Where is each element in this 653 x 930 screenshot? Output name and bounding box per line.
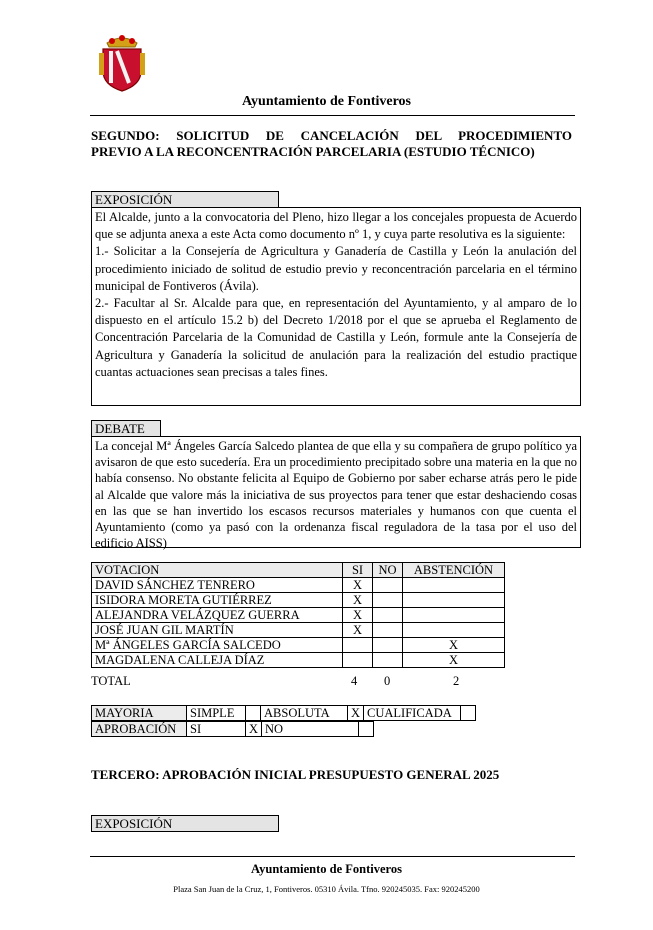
voting-header-name: VOTACION	[92, 563, 343, 578]
vote-name: Mª ÁNGELES GARCÍA SALCEDO	[92, 638, 343, 653]
exposicion-paragraph-2: 1.- Solicitar a la Consejería de Agricultura y Ganadería de Castilla y León la anulación del procedimiento iniciado de solitud de estudio previo y reconcentración parcelaria en el término municipal de Fontiveros (Ávila).	[95, 244, 577, 293]
voting-header-row	[92, 563, 505, 578]
vote-name: JOSÉ JUAN GIL MARTÍN	[92, 623, 343, 638]
aprobacion-table	[91, 721, 374, 737]
vote-no	[373, 638, 403, 653]
mayoria-absoluta: ABSOLUTA	[261, 706, 348, 721]
vote-abst	[403, 608, 505, 623]
vote-no	[373, 623, 403, 638]
vote-no	[373, 653, 403, 668]
vote-si: X	[343, 593, 373, 608]
exposicion-label: EXPOSICIÓN	[91, 191, 279, 208]
voting-header-si: SI	[343, 563, 373, 578]
municipal-crest-icon	[97, 33, 147, 93]
aprobacion-label: APROBACIÓN	[92, 722, 187, 737]
total-label: TOTAL	[91, 674, 131, 688]
mayoria-cualificada-mark	[461, 706, 476, 721]
mayoria-label: MAYORIA	[92, 706, 187, 721]
header-divider	[90, 115, 575, 116]
total-no: 0	[384, 674, 391, 688]
vote-si	[343, 653, 373, 668]
vote-abst	[403, 578, 505, 593]
aprobacion-si-mark: X	[246, 722, 262, 737]
footer-address: Plaza San Juan de la Cruz, 1, Fontiveros. 05310 Ávila. Tfno. 920245035. Fax: 920245200	[173, 884, 480, 894]
aprobacion-si: SI	[187, 722, 246, 737]
debate-box	[91, 436, 581, 551]
table-row	[92, 638, 505, 653]
mayoria-table	[91, 705, 476, 721]
vote-name: ISIDORA MORETA GUTIÉRREZ	[92, 593, 343, 608]
vote-si: X	[343, 623, 373, 638]
section-title-line2: PREVIO A LA RECONCENTRACIÓN PARCELARIA (ESTUDIO TÉCNICO)	[91, 144, 535, 159]
exposicion-box	[91, 207, 581, 406]
mayoria-simple: SIMPLE	[187, 706, 246, 721]
table-row	[92, 578, 505, 593]
table-row	[92, 653, 505, 668]
section-title-tercero: TERCERO: APROBACIÓN INICIAL PRESUPUESTO GENERAL 2025	[91, 767, 500, 782]
table-row	[92, 623, 505, 638]
debate-label: DEBATE	[91, 420, 161, 437]
vote-no	[373, 608, 403, 623]
total-si: 4	[351, 674, 358, 688]
voting-header-no: NO	[373, 563, 403, 578]
aprobacion-no: NO	[262, 722, 359, 737]
exposicion-paragraph-3: 2.- Facultar al Sr. Alcalde para que, en representación del Ayuntamiento, y al amparo de lo dispuesto en el artículo 15.2 b) del Decreto 1/2018 por el que se aprueba el Reglamento de Concentración Parcelaria de la Comunidad de Castilla y León, formule ante la Consejería de Agricultura y Ganadería la solicitud de anulación para la realización del estudio practique cuantas actuaciones sean precisas a tales fines.	[95, 296, 577, 379]
vote-abst	[403, 593, 505, 608]
table-row	[92, 593, 505, 608]
exposicion-paragraph-1: El Alcalde, junto a la convocatoria del Pleno, hizo llegar a los concejales propuesta de Acuerdo que se adjunta anexa a este Acta como documento nº 1, y cuya parte resolutiva es la siguiente:	[95, 210, 577, 242]
vote-abst: X	[403, 638, 505, 653]
aprobacion-no-mark	[359, 722, 374, 737]
vote-name: MAGDALENA CALLEJA DÍAZ	[92, 653, 343, 668]
table-row	[92, 608, 505, 623]
footer-divider	[90, 856, 575, 857]
vote-no	[373, 593, 403, 608]
vote-no	[373, 578, 403, 593]
mayoria-cualificada: CUALIFICADA	[364, 706, 461, 721]
debate-text: La concejal Mª Ángeles García Salcedo plantea de que ella y su compañera de grupo político ya avisaron de que esto sucedería. Era un procedimiento precipitado sobre una materia en la que no había consenso. No obstante felicita al Equipo de Gobierno por saber echarse atrás pero le pide al Alcalde que valore más la iniciativa de sus proyectos para tener que estar deshaciendo cosas en las que se han invertido los escasos recursos materiales y humanos con que cuenta el Ayuntamiento (como ya pasó con la ordenanza fiscal reguladora de la tasa por el uso del edificio AISS)	[95, 439, 577, 551]
vote-abst: X	[403, 653, 505, 668]
voting-table	[91, 562, 505, 668]
vote-abst	[403, 623, 505, 638]
section-title-segundo	[91, 128, 572, 160]
header-org-title: Ayuntamiento de Fontiveros	[241, 94, 412, 109]
mayoria-simple-mark	[246, 706, 261, 721]
mayoria-absoluta-mark: X	[348, 706, 364, 721]
voting-header-abstencion: ABSTENCIÓN	[403, 563, 505, 578]
vote-name: DAVID SÁNCHEZ TENRERO	[92, 578, 343, 593]
total-abstencion: 2	[453, 674, 460, 688]
vote-si: X	[343, 608, 373, 623]
vote-name: ALEJANDRA VELÁZQUEZ GUERRA	[92, 608, 343, 623]
section-title-line1: SEGUNDO: SOLICITUD DE CANCELACIÓN DEL PROCEDIMIENTO	[91, 128, 572, 143]
vote-si: X	[343, 578, 373, 593]
exposicion-label-tercero: EXPOSICIÓN	[91, 815, 279, 832]
footer-org-title: Ayuntamiento de Fontiveros	[251, 862, 402, 876]
vote-si	[343, 638, 373, 653]
